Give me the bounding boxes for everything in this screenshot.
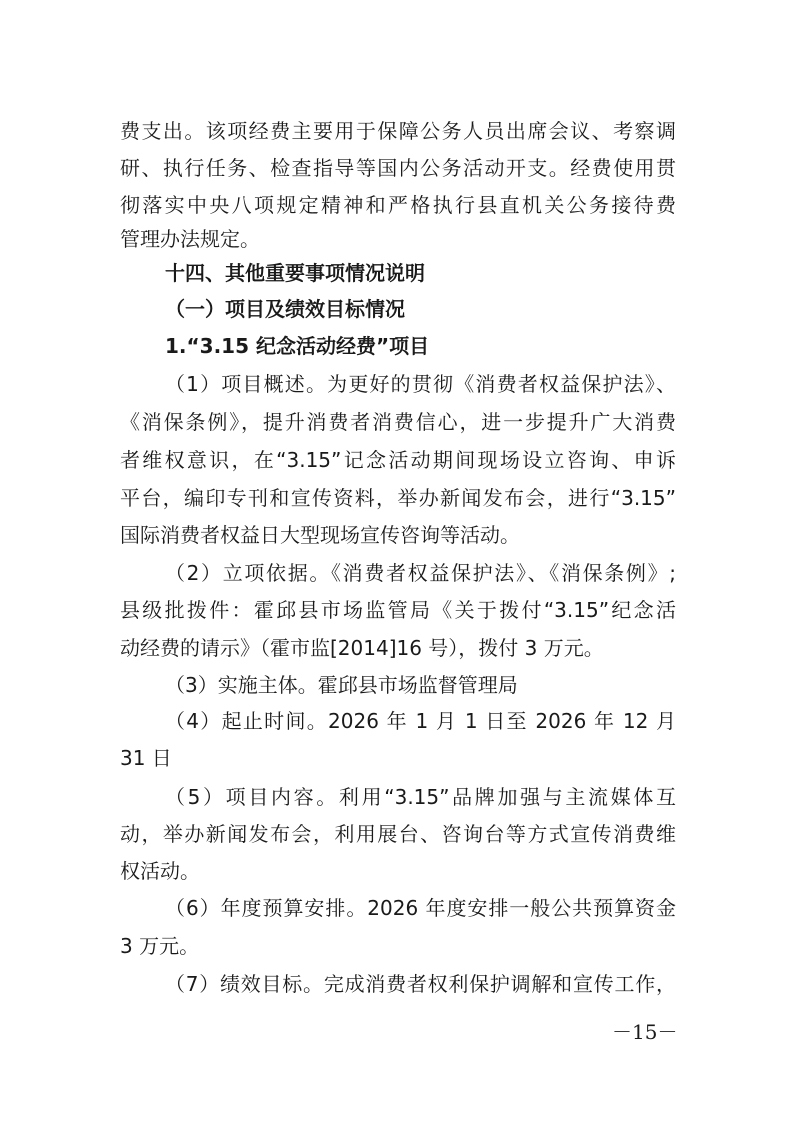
paragraph-line: （3）实施主体。霍邱县市场监督管理局 [165,673,518,697]
paragraph-line: 动，举办新闻发布会，利用展台、咨询台等方式宣传消费维 [120,822,676,846]
page-number: －15－ [612,1020,678,1044]
paragraph-line: 管理办法规定。 [120,227,260,251]
paragraph-line: 彻落实中央八项规定精神和严格执行县直机关公务接待费 [120,193,676,217]
paragraph-line: 国际消费者权益日大型现场宣传咨询等活动。 [120,523,520,547]
paragraph-line: （2）立项依据。《消费者权益保护法》、《消保条例》; [165,561,676,585]
paragraph-line: 31 日 [120,746,172,770]
paragraph-line: （7）绩效目标。完成消费者权利保护调解和宣传工作， [165,972,676,996]
paragraph-line: （4）起止时间。2026 年 1 月 1 日至 2026 年 12 月 [165,709,676,733]
paragraph-line: （6）年度预算安排。2026 年度安排一般公共预算资金 [165,896,676,920]
paragraph-line: （5）项目内容。利用“3.15”品牌加强与主流媒体互 [165,785,676,809]
paragraph-line: 动经费的请示》（霍市监[2014]16 号），拨付 3 万元。 [120,636,604,660]
paragraph-line: 者维权意识，在“3.15”记念活动期间现场设立咨询、申诉 [120,448,676,472]
paragraph-line: 平台，编印专刊和宣传资料，举办新闻发布会，进行“3.15” [120,486,676,510]
paragraph-line: （1）项目概述。为更好的贯彻《消费者权益保护法》、 [165,372,676,396]
section-heading: 十四、其他重要事项情况说明 [165,261,425,285]
paragraph-line: 县级批拨件：霍邱县市场监管局《关于拨付“3.15”纪念活 [120,598,676,622]
subsection-heading: （一）项目及绩效目标情况 [165,297,405,321]
paragraph-line: 《消保条例》，提升消费者消费信心，进一步提升广大消费 [120,410,676,434]
paragraph-line: 费支出。该项经费主要用于保障公务人员出席会议、考察调 [120,119,676,143]
paragraph-line: 研、执行任务、检查指导等国内公务活动开支。经费使用贯 [120,156,676,180]
paragraph-line: 3 万元。 [120,934,200,958]
item-heading: 1.“3.15 纪念活动经费”项目 [165,334,430,358]
paragraph-line: 权活动。 [120,859,200,883]
